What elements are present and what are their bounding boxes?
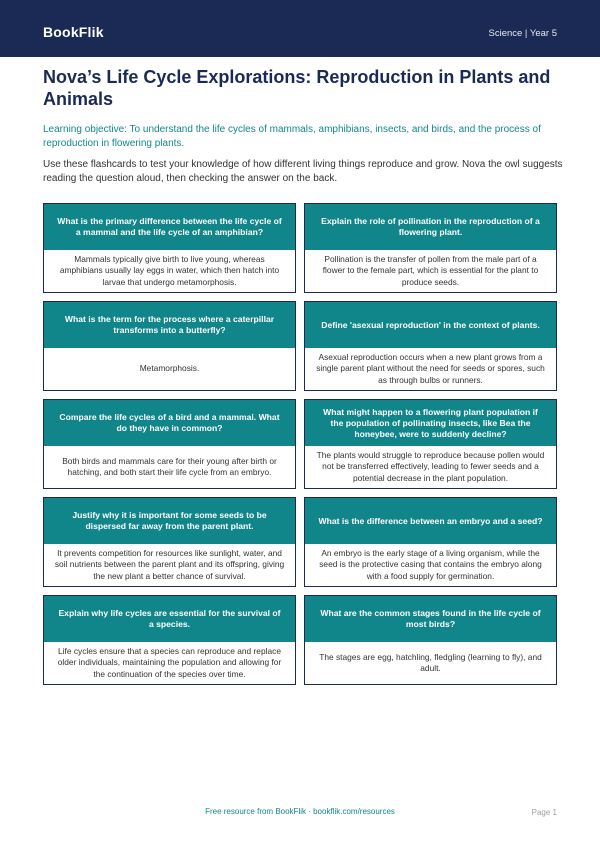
flashcard[interactable] — [304, 301, 557, 391]
flashcard[interactable] — [304, 595, 557, 685]
footer-link[interactable]: Free resource from BookFlik · bookflik.com/resources — [205, 807, 395, 816]
flashcard-question: What might happen to a flowering plant population if the population of pollinating insects, like Bea the honeybee, were to suddenly decline? — [305, 400, 556, 446]
flashcard-question: What is the primary difference between the life cycle of a mammal and the life cycle of an amphibian? — [44, 204, 295, 250]
flashcard-answer: The plants would struggle to reproduce because pollen would not be transferred effectively, leading to fewer seeds and a potential decrease in the plant population. — [316, 449, 545, 483]
flashcard[interactable] — [43, 399, 296, 489]
flashcard-question: Explain the role of pollination in the reproduction of a flowering plant. — [305, 204, 556, 250]
flashcard[interactable] — [43, 497, 296, 587]
page-title: Nova’s Life Cycle Explorations: Reproduction in Plants and Animals — [43, 67, 551, 109]
flashcard[interactable] — [304, 203, 557, 293]
flashcard[interactable] — [304, 497, 557, 587]
top-banner — [0, 0, 600, 57]
flashcard-answer: Asexual reproduction occurs when a new plant grows from a single parent plant without the need for seeds or spores, such as through bulbs or runners. — [316, 351, 545, 385]
flashcard-question: What are the common stages found in the life cycle of most birds? — [305, 596, 556, 642]
flashcard-question: What is the difference between an embryo and a seed? — [305, 498, 556, 544]
flashcard[interactable] — [43, 301, 296, 391]
learning-objective: Learning objective: To understand the life cycles of mammals, amphibians, insects, and birds, and the process of reproduction in flowering plants. — [43, 124, 541, 149]
brand-logo: BookFlik — [43, 24, 104, 40]
flashcard-grid — [43, 203, 557, 685]
flashcard[interactable] — [43, 595, 296, 685]
flashcard-answer: Both birds and mammals care for their young after birth or hatching, and both start their life cycle from an embryo. — [62, 455, 277, 477]
flashcard[interactable] — [43, 203, 296, 293]
intro-text: Use these flashcards to test your knowledge of how different living things reproduce and grow. Nova the owl suggests reading the question aloud, then checking the answer on the back. — [43, 159, 563, 184]
subject-year-label: Science | Year 5 — [488, 28, 557, 39]
flashcard-question: Define 'asexual reproduction' in the context of plants. — [305, 302, 556, 348]
flashcard-answer: Life cycles ensure that a species can reproduce and replace older individuals, maintaining the population and allowing for the continuation of the species over time. — [57, 645, 282, 679]
page-number: Page 1 — [531, 808, 557, 817]
flashcard-answer: An embryo is the early stage of a living organism, while the seed is the protective casing that contains the embryo along with a food supply for germination. — [319, 547, 542, 581]
flashcard[interactable] — [304, 399, 557, 489]
flashcard-question: Justify why it is important for some seeds to be dispersed far away from the parent plant. — [44, 498, 295, 544]
flashcard-answer: It prevents competition for resources like sunlight, water, and soil nutrients between the parent plant and its offspring, giving the new plant a better chance of survival. — [54, 547, 285, 581]
flashcard-answer: Pollination is the transfer of pollen from the male part of a flower to the female part, which is essential for the plant to produce seeds. — [322, 253, 539, 287]
flashcard-question: What is the term for the process where a caterpillar transforms into a butterfly? — [44, 302, 295, 348]
flashcard-answer: Mammals typically give birth to live young, whereas amphibians usually lay eggs in water, which then hatch into larvae that undergo metamorphosis. — [59, 253, 280, 287]
flashcard-answer: Metamorphosis. — [139, 363, 200, 374]
flashcard-answer: The stages are egg, hatchling, fledgling (learning to fly), and adult. — [319, 651, 542, 673]
flashcard-question: Explain why life cycles are essential for the survival of a species. — [44, 596, 295, 642]
flashcard-question: Compare the life cycles of a bird and a mammal. What do they have in common? — [44, 400, 295, 446]
